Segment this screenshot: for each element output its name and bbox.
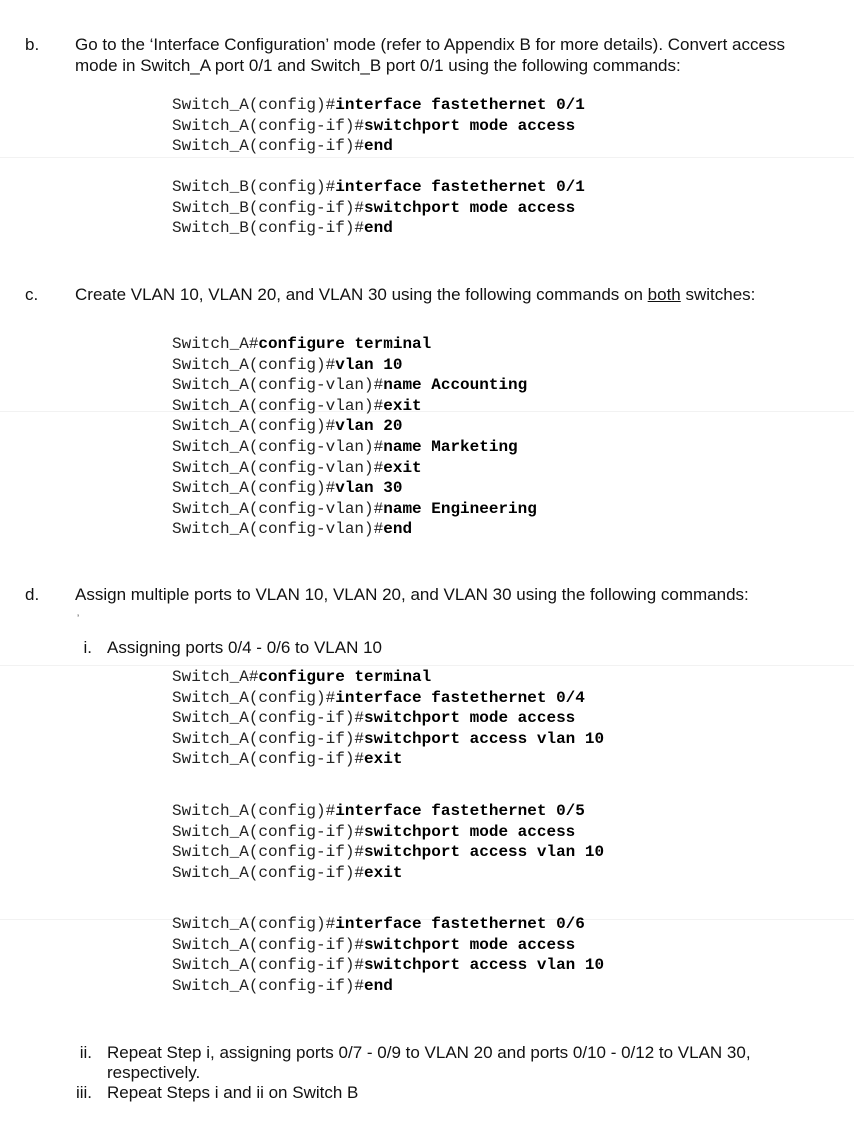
code-line bbox=[172, 499, 537, 520]
code-command: switchport access vlan 10 bbox=[364, 843, 605, 862]
code-command: configure terminal bbox=[258, 668, 432, 686]
code-prompt: Switch_A(config-vlan)# bbox=[172, 520, 384, 539]
code-line bbox=[172, 355, 537, 376]
code-block-switch-b-access bbox=[172, 177, 585, 239]
code-command: vlan 30 bbox=[335, 479, 403, 498]
code-prompt: Switch_A(config-if)# bbox=[172, 822, 365, 841]
code-command: interface fastethernet 0/5 bbox=[335, 802, 585, 820]
code-prompt: Switch_A(config-if)# bbox=[172, 750, 365, 769]
code-prompt: Switch_A# bbox=[172, 335, 259, 353]
code-command: switchport mode access bbox=[364, 198, 576, 217]
sub-step-ii-marker: ii. bbox=[79, 1043, 92, 1062]
code-line bbox=[172, 801, 604, 822]
code-line bbox=[172, 688, 604, 709]
code-command: switchport mode access bbox=[364, 822, 576, 841]
code-command: exit bbox=[383, 458, 422, 477]
code-command: configure terminal bbox=[258, 335, 432, 353]
code-command: name Accounting bbox=[383, 376, 528, 395]
code-prompt: Switch_A(config)# bbox=[172, 96, 336, 114]
code-prompt: Switch_B(config)# bbox=[172, 178, 336, 196]
code-line bbox=[172, 842, 604, 863]
sub-step-ii-text bbox=[107, 1042, 827, 1083]
code-line bbox=[172, 218, 585, 239]
code-prompt: Switch_A(config-if)# bbox=[172, 729, 365, 748]
code-prompt: Switch_A(config-if)# bbox=[172, 137, 365, 156]
code-prompt: Switch_A(config)# bbox=[172, 479, 336, 498]
code-line bbox=[172, 914, 604, 935]
page-divider bbox=[0, 665, 854, 666]
code-line bbox=[172, 437, 537, 458]
step-b-line-2: mode in Switch_A port 0/1 and Switch_B port 0/1 using the following commands: bbox=[75, 56, 681, 75]
code-block-port-0-5 bbox=[172, 801, 604, 883]
code-prompt: Switch_A(config)# bbox=[172, 355, 336, 374]
code-command: vlan 10 bbox=[335, 355, 403, 374]
code-prompt: Switch_A(config-if)# bbox=[172, 709, 365, 728]
code-command: end bbox=[364, 137, 393, 156]
code-prompt: Switch_A(config-if)# bbox=[172, 116, 365, 135]
code-prompt: Switch_A(config-vlan)# bbox=[172, 396, 384, 415]
code-command: switchport mode access bbox=[364, 935, 576, 954]
code-line bbox=[172, 136, 585, 157]
code-prompt: Switch_A(config-if)# bbox=[172, 843, 365, 862]
code-line bbox=[172, 519, 537, 540]
code-prompt: Switch_A(config-vlan)# bbox=[172, 437, 384, 456]
step-c-text-after: switches: bbox=[680, 285, 756, 304]
code-prompt: Switch_A(config)# bbox=[172, 417, 336, 436]
code-line bbox=[172, 396, 537, 417]
code-prompt: Switch_A(config-if)# bbox=[172, 935, 365, 954]
step-b-marker: b. bbox=[25, 35, 40, 54]
code-command: exit bbox=[364, 750, 403, 769]
step-b-instruction bbox=[75, 34, 840, 76]
code-prompt: Switch_A(config-vlan)# bbox=[172, 458, 384, 477]
code-prompt: Switch_A# bbox=[172, 668, 259, 686]
code-line bbox=[172, 478, 537, 499]
code-command: name Engineering bbox=[383, 499, 537, 518]
code-block-port-0-4 bbox=[172, 667, 604, 770]
code-line bbox=[172, 667, 604, 688]
code-block-port-0-6 bbox=[172, 914, 604, 996]
step-d-instruction: Assign multiple ports to VLAN 10, VLAN 20, and VLAN 30 using the following commands: bbox=[75, 585, 749, 604]
sub-step-i-text: Assigning ports 0/4 - 0/6 to VLAN 10 bbox=[107, 638, 382, 657]
code-block-switch-a-access bbox=[172, 95, 585, 157]
code-prompt: Switch_B(config-if)# bbox=[172, 198, 365, 217]
code-command: end bbox=[364, 976, 393, 995]
code-command: name Marketing bbox=[383, 437, 518, 456]
code-line bbox=[172, 334, 537, 355]
step-c-marker: c. bbox=[25, 285, 39, 304]
page-divider bbox=[0, 157, 854, 158]
code-line bbox=[172, 416, 537, 437]
stray-tick-mark: ʼ bbox=[77, 614, 80, 625]
code-line bbox=[172, 955, 604, 976]
code-prompt: Switch_A(config-if)# bbox=[172, 956, 365, 975]
step-b-line-1: Go to the ‘Interface Configuration’ mode (refer to Appendix B for more details). Convert access bbox=[75, 35, 785, 54]
code-command: switchport mode access bbox=[364, 709, 576, 728]
code-line bbox=[172, 822, 604, 843]
sub-step-iii-text: Repeat Steps i and ii on Switch B bbox=[107, 1083, 359, 1102]
code-line bbox=[172, 198, 585, 219]
code-command: switchport access vlan 10 bbox=[364, 956, 605, 975]
code-line bbox=[172, 708, 604, 729]
step-c-instruction bbox=[75, 284, 840, 305]
code-prompt: Switch_A(config)# bbox=[172, 688, 336, 707]
code-line bbox=[172, 116, 585, 137]
sub-step-ii-line-2: respectively. bbox=[107, 1063, 201, 1082]
code-line bbox=[172, 375, 537, 396]
code-prompt: Switch_A(config-vlan)# bbox=[172, 499, 384, 518]
code-line bbox=[172, 95, 585, 116]
code-prompt: Switch_A(config)# bbox=[172, 915, 336, 933]
sub-step-iii-marker: iii. bbox=[75, 1083, 92, 1102]
code-prompt: Switch_A(config)# bbox=[172, 802, 336, 820]
step-c-emphasis: both bbox=[647, 285, 681, 304]
code-line bbox=[172, 177, 585, 198]
code-prompt: Switch_A(config-if)# bbox=[172, 863, 365, 882]
code-command: vlan 20 bbox=[335, 417, 403, 436]
code-prompt: Switch_A(config-vlan)# bbox=[172, 376, 384, 395]
code-command: end bbox=[364, 219, 393, 238]
code-command: switchport mode access bbox=[364, 116, 576, 135]
code-command: switchport access vlan 10 bbox=[364, 729, 605, 748]
code-prompt: Switch_B(config-if)# bbox=[172, 219, 365, 238]
code-command: end bbox=[383, 520, 413, 539]
code-command: interface fastethernet 0/1 bbox=[335, 96, 585, 114]
code-line bbox=[172, 976, 604, 997]
code-block-create-vlans bbox=[172, 334, 537, 540]
code-command: interface fastethernet 0/6 bbox=[335, 915, 585, 933]
code-prompt: Switch_A(config-if)# bbox=[172, 976, 365, 995]
step-d-marker: d. bbox=[25, 585, 40, 604]
code-line bbox=[172, 729, 604, 750]
code-command: interface fastethernet 0/1 bbox=[335, 178, 585, 196]
code-line bbox=[172, 863, 604, 884]
sub-step-ii-line-1: Repeat Step i, assigning ports 0/7 - 0/9 to VLAN 20 and ports 0/10 - 0/12 to VLAN 30, bbox=[107, 1043, 751, 1062]
sub-step-i-marker: i. bbox=[83, 638, 92, 657]
code-command: interface fastethernet 0/4 bbox=[335, 688, 585, 707]
step-c-text-before: Create VLAN 10, VLAN 20, and VLAN 30 using the following commands on bbox=[75, 285, 648, 304]
code-line bbox=[172, 458, 537, 479]
code-line bbox=[172, 935, 604, 956]
code-line bbox=[172, 749, 604, 770]
code-command: exit bbox=[364, 863, 403, 882]
code-command: exit bbox=[383, 396, 422, 415]
